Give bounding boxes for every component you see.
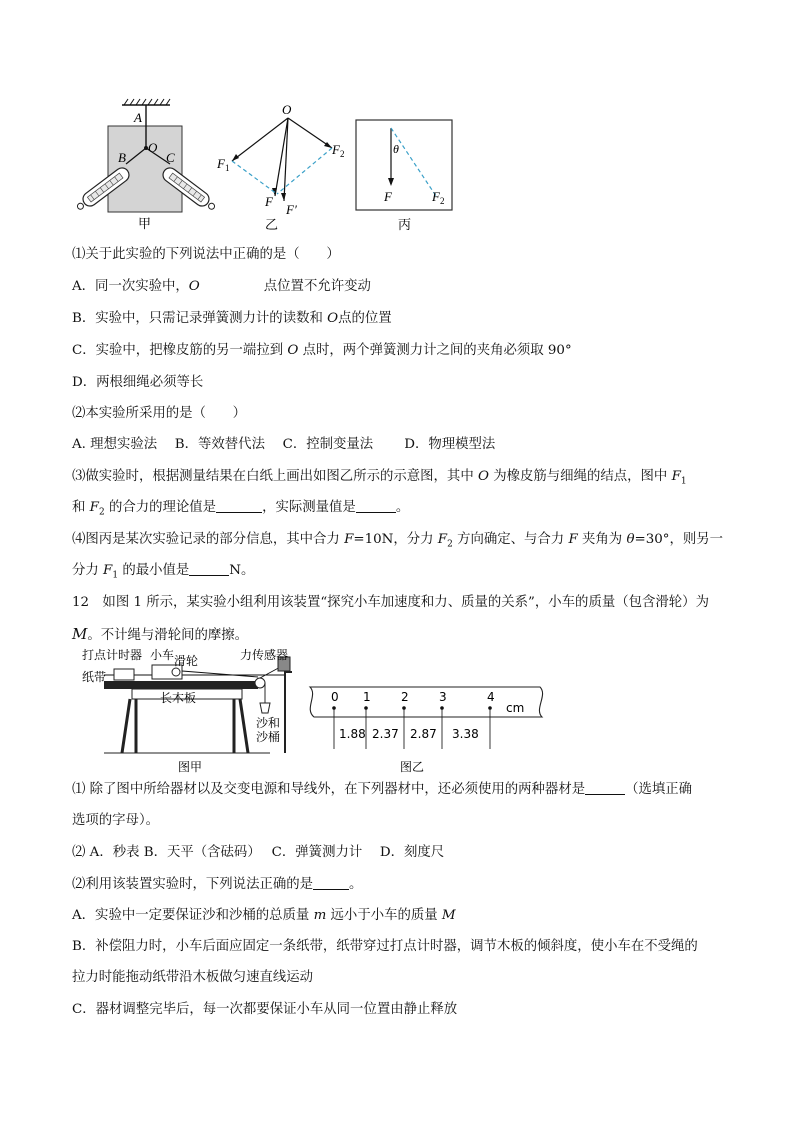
fig-bing <box>356 120 452 232</box>
caption-yi: 乙 <box>265 217 279 232</box>
gap-4: 3.38 <box>452 727 479 741</box>
figure-1 <box>70 98 470 238</box>
pulley <box>255 678 265 688</box>
label-bucket-1: 沙和 <box>256 716 281 730</box>
fig-jia <box>74 99 218 231</box>
timer <box>114 669 134 680</box>
label-O-yi: O <box>282 102 292 117</box>
label-tape: 纸带 <box>82 670 107 684</box>
point-0: 0 <box>331 690 339 704</box>
figure-2 <box>74 645 554 775</box>
q1-option-b: B．实验中，只需记录弹簧测力计的读数和 O点的位置 <box>72 311 392 326</box>
q12b-option-b-line1: B．补偿阻力时，小车后面应固定一条纸带，纸带穿过打点计时器，调节木板的倾斜度，使小车在不受绳的 <box>72 939 698 954</box>
gap-1: 1.88 <box>339 727 366 741</box>
q12a-line2: 选项的字母）。 <box>72 813 160 828</box>
label-A: A <box>134 110 142 125</box>
caption-bing: 丙 <box>398 217 412 232</box>
label-O: O <box>148 140 158 155</box>
q4-line1: ⑷图丙是某次实验记录的部分信息，其中合力 F=10N，分力 $F_2$ 方向确定、与合力 F 夹角为 θ=30°，则另一 <box>72 532 724 550</box>
caption-jia: 甲 <box>138 216 152 231</box>
label-timer: 打点计时器 <box>82 648 143 662</box>
q12-line2: M。不计绳与滑轮间的摩擦。 <box>72 625 249 643</box>
label-pulley: 滑轮 <box>174 654 199 668</box>
label-F2-bing: $F_2$ <box>432 189 445 206</box>
q12b-option-b-line2: 拉力时能拖动纸带沿木板做匀速直线运动 <box>72 970 314 985</box>
q12a-blank[interactable] <box>585 780 625 795</box>
fig2-yi <box>310 687 543 774</box>
q12-line1: 12 如图 1 所示，某实验小组利用该装置“探究小车加速度和力、质量的关系”，小车的质量（包含滑轮）为 <box>72 595 709 610</box>
point-3: 3 <box>439 690 447 704</box>
long-board <box>104 681 258 689</box>
label-sensor: 力传感器 <box>240 648 289 662</box>
label-F1: $F_1$ <box>217 156 230 173</box>
fig2-jia <box>82 647 292 774</box>
q3-line1: ⑶做实验时，根据测量结果在白纸上画出如图乙所示的示意图，其中 O 为橡皮筋与细绳的结点，图中 $F_1$ <box>72 469 687 487</box>
label-F-bing: F <box>384 189 392 204</box>
label-F2: $F_2$ <box>332 142 345 159</box>
label-board: 长木板 <box>160 691 197 705</box>
label-C: C <box>166 150 175 165</box>
q1-option-d: D．两根细绳必须等长 <box>72 375 204 390</box>
q12a-options: ⑵ A．秒表 B．天平（含砝码） C．弹簧测力计 D．刻度尺 <box>72 845 445 860</box>
label-F-prime: F′ <box>286 202 297 217</box>
label-theta: θ <box>393 142 399 156</box>
label-B: B <box>118 150 126 165</box>
unit-cm: cm <box>506 701 525 715</box>
caption-fig2-jia: 图甲 <box>178 760 203 774</box>
fig-yi <box>216 102 344 232</box>
point-2: 2 <box>401 690 409 704</box>
q4-line2: 分力 $F_1$ 的最小值是 N。 <box>72 563 255 581</box>
q3-blank-actual[interactable] <box>356 498 396 513</box>
q2-stem: ⑵本实验所采用的是（ ） <box>72 406 247 421</box>
q12a-line1: ⑴ 除了图中所给器材以及交变电源和导线外，在下列器材中，还必须使用的两种器材是 （选填正确 <box>72 782 693 797</box>
q12b-option-c: C．器材调整完毕后，每一次都要保证小车从同一位置由静止释放 <box>72 1002 458 1017</box>
q4-blank[interactable] <box>189 561 229 576</box>
caption-fig2-yi: 图乙 <box>400 760 425 774</box>
gap-2: 2.37 <box>372 727 399 741</box>
q1-option-c: C．实验中，把橡皮筋的另一端拉到 O 点时，两个弹簧测力计之间的夹角必须取 90° <box>72 343 572 358</box>
label-cart: 小车 <box>150 648 175 662</box>
q12b-blank[interactable] <box>313 875 349 890</box>
q3-blank-theory[interactable] <box>216 498 262 513</box>
q1-option-a: A．同一次实验中，O 点位置不允许变动 <box>72 279 371 294</box>
q12b-option-a: A．实验中一定要保证沙和沙桶的总质量 m 远小于小车的质量 M <box>72 908 456 923</box>
point-4: 4 <box>487 690 495 704</box>
q1-stem: ⑴关于此实验的下列说法中正确的是（ ） <box>72 247 340 262</box>
q2-options: A. 理想实验法 B．等效替代法 C．控制变量法 D．物理模型法 <box>72 437 496 452</box>
q12b-stem: ⑵利用该装置实验时，下列说法正确的是 。 <box>72 877 363 892</box>
label-F: F <box>265 194 273 209</box>
label-bucket-2: 沙桶 <box>256 730 281 744</box>
point-1: 1 <box>363 690 371 704</box>
gap-3: 2.87 <box>410 727 437 741</box>
q3-line2: 和 $F_2$ 的合力的理论值是 ，实际测量值是 。 <box>72 500 410 518</box>
